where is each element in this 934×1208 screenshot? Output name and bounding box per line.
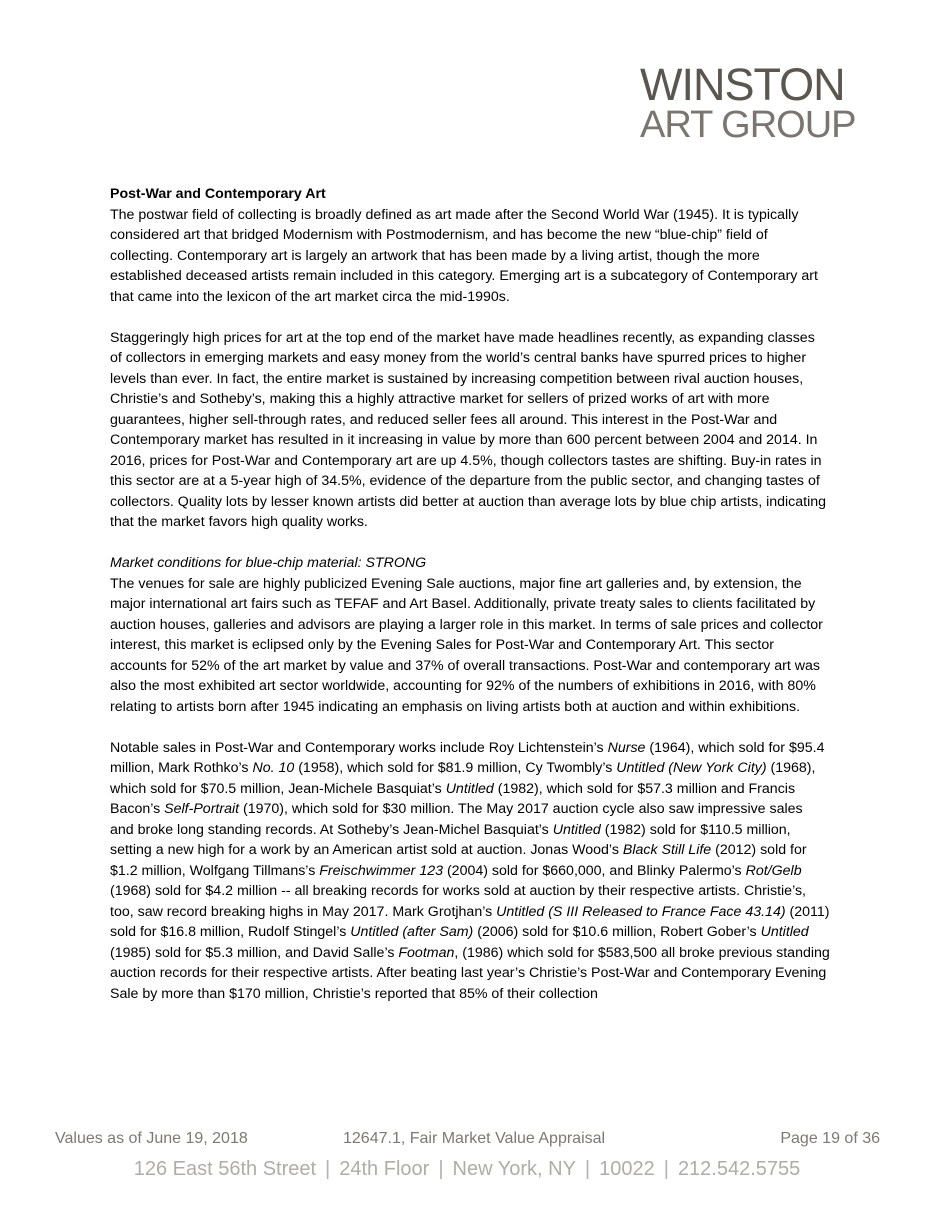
text-segment: (1982) sold for $110.5 million, setting a new high for a work by an American artist sold at auction. Jonas Wood’s (110, 821, 791, 858)
text-segment: (1985) sold for $5.3 million, and David Salle’s (110, 944, 399, 961)
text-segment: , (1986) which sold for $583,500 all broke previous standing auction records for their respective artists. After beating last year’s Christie’s Post-War and Contemporary Evening Sale by more than $170 million, Christie’s reported that 85% of their collection (110, 944, 830, 1002)
paragraph-venues: The venues for sale are highly publicized Evening Sale auctions, major fine art galleries and, by extension, the major international art fairs such as TEFAF and Art Basel. Additionally, private treaty sales to clients facilitated by auction houses, galleries and advisors are playing a larger role in this market. In terms of sale prices and collector interest, this market is eclipsed only by the Evening Sales for Post-War and Contemporary Art. This sector accounts for 52% of the art market by value and 37% of overall transactions. Post-War and contemporary art was also the most exhibited art sector worldwide, accounting for 92% of the numbers of exhibitions in 2016, with 80% relating to artists born after 1945 indicating an emphasis on living artists both at auction and within exhibitions. (110, 575, 823, 715)
address-street: 126 East 56th Street (133, 1158, 317, 1180)
address-floor: 24th Floor (339, 1158, 430, 1180)
artwork-title: Rot/Gelb (745, 862, 802, 879)
logo-line2: ART GROUP (640, 104, 856, 146)
address-city: New York, NY (452, 1158, 576, 1180)
paragraph-notable-sales (110, 738, 830, 1005)
text-segment: (2006) sold for $10.6 million, Robert Gober’s (473, 924, 761, 940)
artwork-title: Nurse (607, 739, 646, 756)
section-title: Post-War and Contemporary Art (110, 186, 326, 202)
text-segment: (1968) sold for $4.2 million -- all breaking records for works sold at auction by their respective artists. Christie’s, too, saw record breaking highs in May 2017. Mark Grotjhan’s (110, 883, 806, 920)
artwork-title: Untitled (S III Released to France Face 43.14) (496, 903, 786, 920)
address-phone: 212.542.5755 (677, 1158, 801, 1180)
paragraph-prices: Staggeringly high prices for art at the top end of the market have made headlines recently, as expanding classes of collectors in emerging markets and easy money from the world’s central banks have spurred prices to higher levels than ever. In fact, the entire market is sustained by increasing competition between rival auction houses, Christie’s and Sotheby’s, making this a highly attractive market for sellers of prized works of art with more guarantees, higher sell-through rates, and reduced seller fees all around. This interest in the Post-War and Contemporary market has resulted in it increasing in value by more than 600 percent between 2004 and 2014. In 2016, prices for Post-War and Contemporary art are up 4.5%, though collectors tastes are shifting. Buy-in rates in this sector are at a 5-year high of 34.5%, evidence of the departure from the public sector, and changing tastes of collectors. Quality lots by lesser known artists did better at auction than average lots by blue chip artists, indicating that the market favors high quality works. (110, 329, 827, 530)
logo-line1: WINSTON (640, 59, 845, 110)
document-body (110, 184, 830, 1025)
text-segment: (1970), which sold for $30 million. The May 2017 auction cycle also saw impressive sales and broke long standing records. At Sotheby’s Jean-Michel Basquiat’s (110, 801, 803, 838)
footer-values-date: Values as of June 19, 2018 (55, 1130, 248, 1147)
address-divider: | (584, 1158, 591, 1180)
address-divider: | (663, 1158, 669, 1180)
text-segment: (1968), which sold for $70.5 million, Jean-Michele Basquiat’s (110, 760, 816, 797)
footer-appraisal-id: 12647.1, Fair Market Value Appraisal (343, 1130, 606, 1147)
artwork-title: Self-Portrait (164, 801, 240, 817)
artwork-title: Untitled (552, 821, 601, 838)
address-zip: 10022 (599, 1158, 655, 1180)
address-divider: | (325, 1158, 331, 1180)
market-conditions-subheading: Market conditions for blue-chip material: STRONG (110, 555, 427, 571)
artwork-title: Untitled (after Sam) (350, 924, 474, 940)
artwork-title: Untitled (New York City) (616, 760, 767, 776)
artwork-title: Footman (398, 944, 455, 961)
text-segment: (1964), which sold for $95.4 million, Mark Rothko’s (110, 739, 825, 776)
address-divider: | (438, 1158, 444, 1180)
text-segment: Notable sales in Post-War and Contemporary works include Roy Lichtenstein’s (110, 739, 608, 756)
text-segment: (2004) sold for $660,000, and Blinky Palermo’s (443, 862, 746, 879)
footer-address (0, 1158, 934, 1181)
artwork-title: Untitled (760, 924, 809, 940)
text-segment: (1982), which sold for $57.3 million and Francis Bacon’s (110, 780, 796, 817)
artwork-title: No. 10 (252, 760, 295, 776)
text-segment: (1958), which sold for $81.9 million, Cy Twombly’s (294, 760, 617, 776)
artwork-title: Black Still Life (622, 842, 712, 858)
company-logo (640, 60, 870, 144)
paragraph-intro: The postwar field of collecting is broadly defined as art made after the Second World War (1945). It is typically considered art that bridged Modernism with Postmodernism, and has become the new “blue-chip” field of collecting. Contemporary art is largely an artwork that has been made by a living artist, though the more established deceased artists remain included in this category. Emerging art is a subcategory of Contemporary art that came into the lexicon of the art market circa the mid-1990s. (110, 206, 818, 305)
text-segment: (2012) sold for $1.2 million, Wolfgang Tillmans’s (110, 842, 807, 879)
artwork-title: Freischwimmer 123 (319, 862, 444, 879)
footer-page-number: Page 19 of 36 (780, 1130, 880, 1147)
text-segment: (2011) sold for $16.8 million, Rudolf Stingel’s (110, 903, 830, 940)
artwork-title: Untitled (445, 780, 494, 797)
